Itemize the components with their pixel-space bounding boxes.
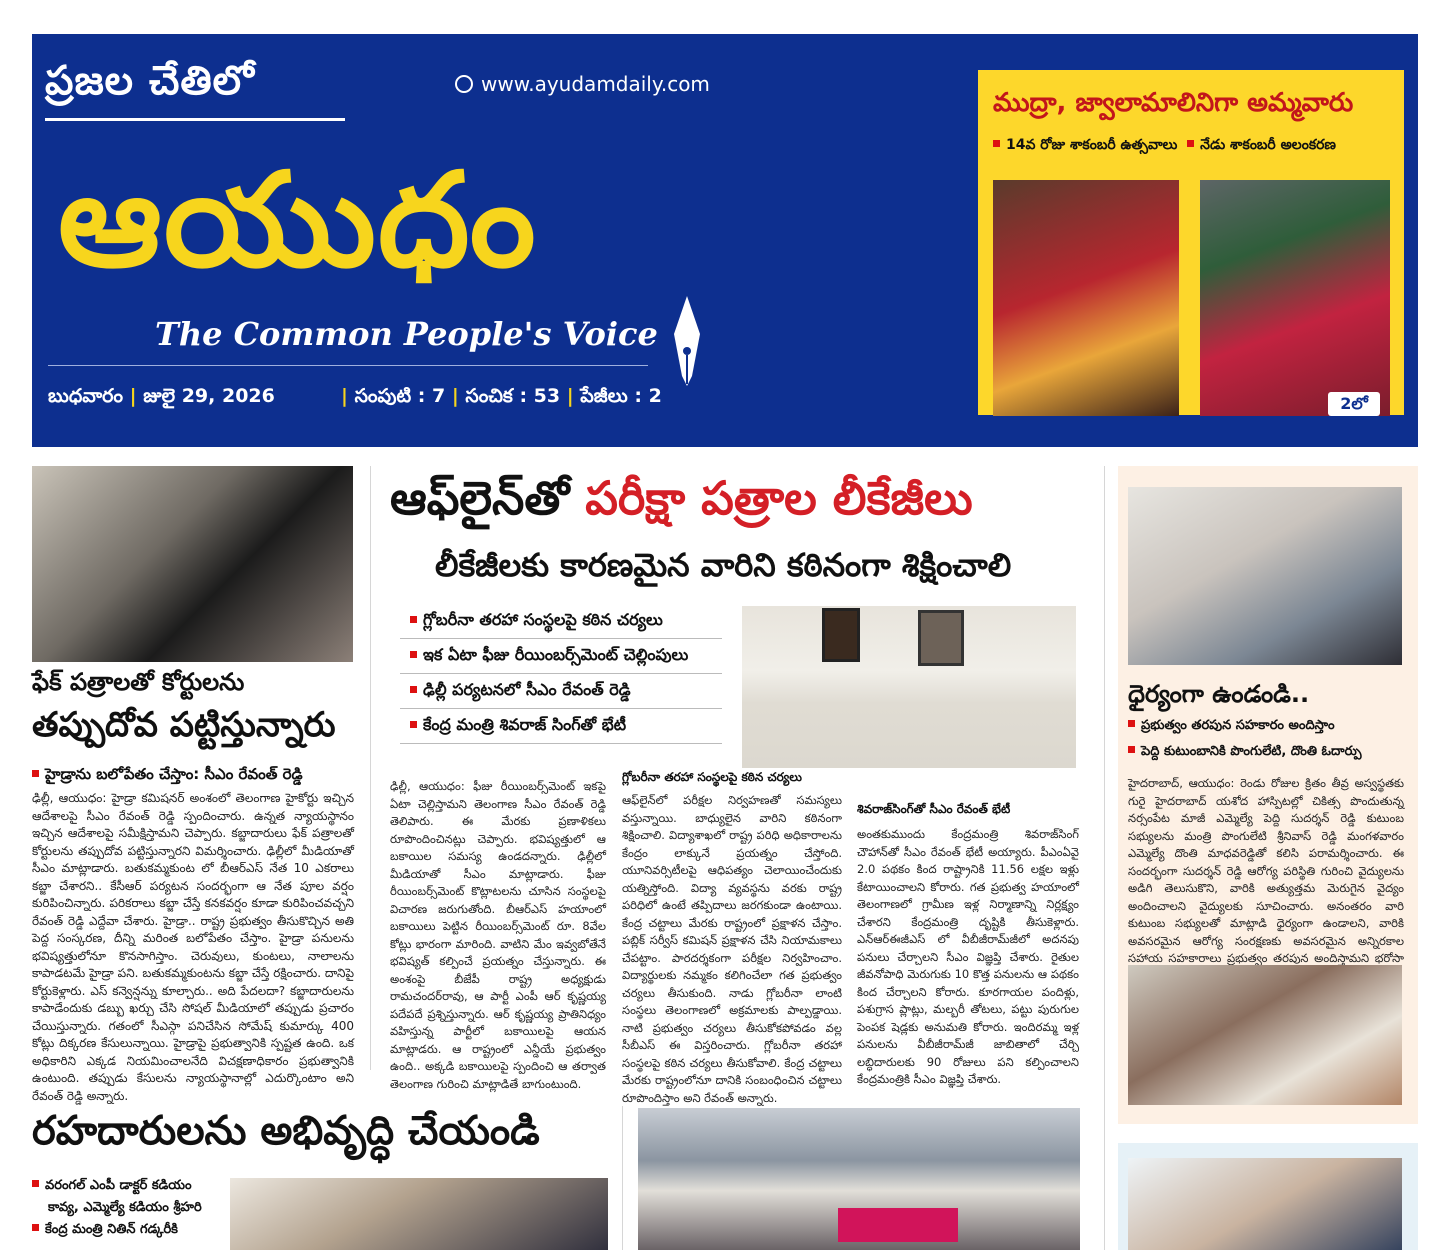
newspaper-subtitle: The Common People's Voice: [155, 315, 658, 353]
right-article-body: హైదరాబాద్, ఆయుధం: రెండు రోజుల క్రితం తీవ్ర అస్వస్థతకు గురై హైదరాబాద్ యశోద హాస్పిటల్లో చికిత్స పొందుతున్న నర్సంపేట మాజీ ఎమ్మెల్యే పెద్ది సుదర్శన్ రెడ్డి కుటుంబ సభ్యులను మంత్రి పొంగులేటి శ్రీనివాస్ రెడ్డి మంగళవారం ఎమ్మెల్యే దొంతి మాధవరెడ్డితో కలిసి పరామర్శించారు. ఈ సందర్భంగా సుదర్శన్ రెడ్డి ఆరోగ్య పరిస్థితి గురించి వైద్యులను అడిగి తెలుసుకొని, వారికి అత్యుత్తమ మెరుగైన వైద్యం అందించాలని వైద్యులకు సూచించారు. అనంతరం వారి కుటుంబ సభ్యులతో మాట్లాడి ధైర్యంగా ఉండాలని, వారికి అవసరమైన ఆరోగ్య సంరక్షణకు అవసరమైన అన్నిరకాల సహాయ సహకారాలు ప్రభుత్వం తరపున అందిస్తామని భరోసా: [1128, 776, 1404, 965]
issue: సంచిక : 53: [465, 385, 561, 407]
family-meeting-photo: [1128, 965, 1402, 1105]
main-point: గ్లోబరీనా తరహా సంస్థలపై కఠిన చర్యలు: [400, 604, 722, 639]
tagline: ప్రజల చేతిలో: [45, 58, 255, 104]
hospital-visit-photo: [1128, 487, 1402, 665]
center-col-b-head: గ్లోబరీనా తరహా సంస్థలపై కఠిన చర్యలు: [622, 770, 802, 784]
tagline-underline: [45, 118, 345, 121]
main-headline: [390, 471, 973, 537]
column-divider: [1104, 466, 1105, 1250]
date: జులై 29, 2026: [143, 385, 275, 407]
center-col-c: అంతకుముందు కేంద్రమంత్రి శివరాజ్‌సింగ్ చౌహాన్‌తో సీఎం రేవంత్ భేటీ అయ్యారు. పీఎంఏవై 2.0 పథకం కింద రాష్ట్రానికి 11.56 లక్షల ఇళ్లు కేటాయించాలని కోరారు. గత ప్రభుత్వ హయాంలో తెలంగాణలో గ్రామీణ ఇళ్ల నిర్మాణాన్ని నిర్లక్ష్యం చేశారని కేంద్రమంత్రి దృష్టికి తీసుకెళ్లారు. ఎన్ఆర్ఈజీఎస్ లో వీబీజీరామ్‌జీలో అదనపు పనులు చేర్చాలని సీఎం విజ్ఞప్తి చేశారు. రైతుల జీవనోపాధి మెరుగుకు 10 కొత్త పనులను ఆ పథకం కింద చేర్చాలని కోరారు. కూరగాయల పందిళ్లు, పశుగ్రాస ప్లాట్లు, మల్బరీ తోటలు, పట్టు పురుగుల పెంపక షెడ్లకు అనుమతి కోరారు. ఇందిరమ్మ ఇళ్ల పనులను వీబీజీరామ్‌జీ జాబితాలో చేర్చి లబ్ధిదారులకు 90 రోజులు పని కల్పించాలని కేంద్రమంత్రికి సీఎం విజ్ఞప్తి చేశారు.: [857, 827, 1079, 1086]
bullet-icon: [32, 770, 39, 777]
protest-photo: [638, 1108, 1080, 1250]
newspaper-title: ఆయుధం: [58, 144, 538, 296]
bottom-headline: రహదారులను అభివృద్ధి చేయండి: [32, 1108, 540, 1154]
day: బుధవారం: [48, 385, 124, 407]
right-bullet-2: పెద్ది కుటుంబానికి పొంగులేటి, దొంతి ఓదార్పు: [1128, 744, 1362, 762]
bullet-icon: [32, 1224, 39, 1231]
bullet-icon: [410, 721, 417, 728]
column-divider: [370, 466, 371, 1070]
column-divider: [622, 1106, 623, 1250]
right-headline: ధైర్యంగా ఉండండి..: [1128, 680, 1310, 708]
bullet-icon: [410, 686, 417, 693]
page-ref-badge[interactable]: 2లో: [1328, 392, 1380, 416]
goddess-photo-2: [1200, 180, 1390, 416]
bullet-icon: [32, 1180, 39, 1187]
bullet-icon: [1128, 746, 1135, 753]
main-points: [400, 604, 722, 744]
left-headline-1: ఫేక్ పత్రాలతో కోర్టులను: [32, 668, 245, 696]
officials-photo: [1128, 1158, 1402, 1250]
cm-press-photo: [32, 466, 353, 662]
promo-title: ముద్రా, జ్వాలామాలినిగా అమ్మవారు: [993, 88, 1354, 118]
bullet-icon: [1128, 720, 1135, 727]
protest-banner: [838, 1208, 958, 1242]
website-url: www.ayudamdaily.com: [481, 72, 710, 96]
center-col-b: ఆఫ్‌లైన్‌లో పరీక్షల నిర్వహణతో సమస్యలు వస్తున్నాయి. బాధ్యులైన వారిని కఠినంగా శిక్షించాలి. విద్యాశాఖలో రాష్ట్ర పరిధి అధికారాలను కేంద్రం లాక్కునే ప్రయత్నం చేస్తోంది. యూనివర్సిటీలపై ఆధిపత్యం చెలాయించేందుకు యత్నిస్తోంది. విద్యా వ్యవస్థను వరకు రాష్ట్ర పరిధిలో ఉంటే తప్పిదాలు జరగకుండా ఉంటాయి. కేంద్ర చట్టాలు మేరకు రాష్ట్రంలో ప్రక్షాళన చేస్తాం. పబ్లిక్ సర్వీస్ కమిషన్ ప్రక్షాళన చేసి నియామకాలు చేపట్టాం. పారదర్శకంగా పరీక్షల నిర్వహించాం. విద్యార్థులకు నమ్మకం కలిగించేలా గత ప్రభుత్వం చర్యలు తీసుకుంది. నాడు గ్లోబరీనా లాంటి సంస్థలు తెలంగాణలో అక్రమాలకు పాల్పడ్డాయి. నాటి ప్రభుత్వం చర్యలు తీసుకోకపోవడం వల్ల సీబీఎస్ ఈ విస్తరించారు. గ్లోబరీనా తరహా సంస్థలపై కఠిన చర్యలు తీసుకోవాలి. కేంద్ర చట్టాలు మేరకు రాష్ట్రంలోనూ దానికి సంబంధించిన చట్టాలు రూపొందిస్తాం అని రేవంత్ అన్నారు.: [622, 793, 842, 1105]
bottom-bullet-1: వరంగల్ ఎంపీ డాక్టర్ కడియం: [32, 1178, 192, 1196]
pages: పేజీలు : 2: [580, 385, 662, 407]
pen-nib-icon: [672, 296, 702, 386]
left-bullet: [32, 765, 303, 787]
left-article-body: ఢిల్లీ, ఆయుధం: హైడ్రా కమిషనర్ అంశంలో తెలంగాణ హైకోర్టు ఇచ్చిన ఆదేశాలపై సీఎం రేవంత్ రెడ్డి స్పందించారు. ఉన్నత న్యాయస్థానం ఇచ్చిన ఆదేశాలపై సమీక్షిస్తామని చెప్పారు. కబ్జాదారులు ఫేక్ పత్రాలతో కోర్టులను తప్పుదోవ పట్టిస్తున్నారని విమర్శించారు. ఢిల్లీలో మీడియాతో సీఎం మాట్లాడారు. బతుకమ్మకుంట లో బీఆర్ఎస్ నేత 10 ఎకరాలు కబ్జా చేశారని.. కేసీఆర్ పర్యటన సందర్భంగా ఆ నేత పూల వర్షం కురిపించిన్నారు. పరికరాలు కబ్జా చేస్తే కనకవర్షం కూడా కురిపించవచ్చని రేవంత్ రెడ్డి ఎద్దేవా చేశారు. హైడ్రా.. రాష్ట్ర ప్రభుత్వం తీసుకొచ్చిన అతి పెద్ద సంస్కరణ, దీన్ని మరింత బలోపేతం చేస్తాం. హైడ్రా పనులను భవిష్యత్తులోనూ కొనసాగిస్తాం. చెరువులు, కుంటలు, నాలాలను కాపాడటమే హైడ్రా పని. బతుకమ్మకుంటను కబ్జా చేస్తే రక్షించారు. దానిపై కోర్టుకెళ్లారు. ఎస్ కన్వెన్షన్ను కూల్చారు.. అది పేదలదా? కబ్జాదారులను కాపాడేందుకు డబ్బు ఖర్చు చేసి సోషల్ మీడియాలో తప్పుడు ప్రచారం చేయిస్తున్నారు. గతంలో సీఎస్గా పనిచేసిన సోమేష్ కుమార్కు 400 కోట్లు దిక్కరణ కేసులున్నాయి. హైడ్రాపై ప్రభుత్వానికి స్పష్టత ఉంది. ఒక అధికారిని ఎక్కడ నియమించాలనేది విచక్షణాధికారం ప్రభుత్వానికి ఉంటుంది. తప్పుడు కేసులను న్యాయస్థానాల్లో ఎదుర్కొంటాం అని రేవంత్ రెడ్డి అన్నారు.: [32, 791, 354, 1103]
portrait-frame: [822, 608, 860, 662]
main-headline-black: ఆఫ్‌లైన్‌తో: [390, 471, 570, 525]
bullet-icon: [993, 140, 1000, 147]
promo-bullet-2: నేడు శాకంబరీ అలంకరణ: [1200, 137, 1336, 153]
center-col-a: ఢిల్లీ, ఆయుధం: ఫీజు రీయింబర్స్‌మెంట్ ఇకపై ఏటా చెల్లిస్తామని తెలంగాణ సీఎం రేవంత్ రెడ్డి తెలిపారు. ఈ మేరకు ప్రణాళికలు రూపొందించినట్లు చెప్పారు. భవిష్యత్తులో ఆ బకాయిల సమస్య ఉండదన్నారు. ఢిల్లీలో మీడియాతో సీఎం మాట్లాడారు. ఫీజు రీయింబర్స్‌మెంట్ కొట్లాటలను చూసిన సంస్థలపై విచారణ జరుగుతోంది. బీఆర్ఎస్ హయాంలో బకాయిలు పెట్టిన రీయింబర్స్‌మెంట్ రూ. 8వేల కోట్లు భారంగా మారింది. వాటిని మేం ఇవ్వబోతేనే భవిష్యత్ కల్పించే ప్రయత్నం చేస్తున్నారు. ఈ అంశంపై బీజేపీ రాష్ట్ర అధ్యక్షుడు రామచందర్‌రావు, ఆ పార్టీ ఎంపీ ఆర్ కృష్ణయ్య పదేపదే ప్రశ్నిస్తున్నారు. ఆర్ కృష్ణయ్య ప్రాతినిధ్యం వహిస్తున్న పార్టీలో బకాయిలపై ఆయన మాట్లాడరు. ఆ రాష్ట్రంలో ఎన్డీయే ప్రభుత్వం ఉంది.. అక్కడి బకాయిలపై స్పందించి ఆ తర్వాత తెలంగాణ గురించి మాట్లాడితే బాగుంటుంది.: [390, 779, 606, 1091]
main-point: కేంద్ర మంత్రి శివరాజ్ సింగ్‌తో భేటీ: [400, 709, 722, 744]
left-bullet-text: హైడ్రాను బలోపేతం చేస్తాం: సీఎం రేవంత్ రెడ్డి: [45, 765, 303, 783]
gadkari-meeting-photo: [230, 1178, 608, 1250]
bullet-icon: [1187, 140, 1194, 147]
bullet-icon: [410, 651, 417, 658]
center-col-c-head: శివరాజ్‌సింగ్‌తో సీఎం రేవంత్ భేటీ: [857, 802, 1011, 816]
dateline: బుధవారం | జులై 29, 2026 | సంపుటి : 7 | సంచిక : 53 | పేజీలు : 2: [48, 385, 662, 407]
promo-bullets: [993, 137, 1336, 156]
main-subheadline: లీకేజీలకు కారణమైన వారిని కఠినంగా శిక్షించాలి: [435, 546, 1012, 584]
main-headline-red: పరీక్షా పత్రాల లీకేజీలు: [585, 471, 973, 525]
portrait-frame: [918, 610, 964, 666]
main-point: ఢిల్లీ పర్యటనలో సీఎం రేవంత్ రెడ్డి: [400, 674, 722, 709]
bottom-bullet-2: కేంద్ర మంత్రి నితిన్ గడ్కరీకి: [32, 1222, 178, 1240]
bullet-icon: [410, 616, 417, 623]
goddess-photo-1: [993, 180, 1179, 416]
right-bullet-1: ప్రభుత్వం తరపున సహకారం అందిస్తాం: [1128, 718, 1335, 736]
volume: సంపుటి : 7: [354, 385, 446, 407]
left-headline-2: తప్పుదోవ పట్టిస్తున్నారు: [32, 705, 336, 745]
cm-meeting-photo: [742, 606, 1076, 768]
divider: [48, 365, 648, 366]
promo-bullet-1: 14వ రోజు శాకంబరీ ఉత్సవాలు: [1006, 137, 1178, 153]
website[interactable]: [455, 72, 710, 96]
globe-icon: [455, 75, 473, 93]
bottom-bullet-1-cont: కావ్య, ఎమ్మెల్యే కడియం శ్రీహరి: [48, 1200, 202, 1215]
main-point: ఇక ఏటా ఫీజు రీయింబర్స్‌మెంట్ చెల్లింపులు: [400, 639, 722, 674]
